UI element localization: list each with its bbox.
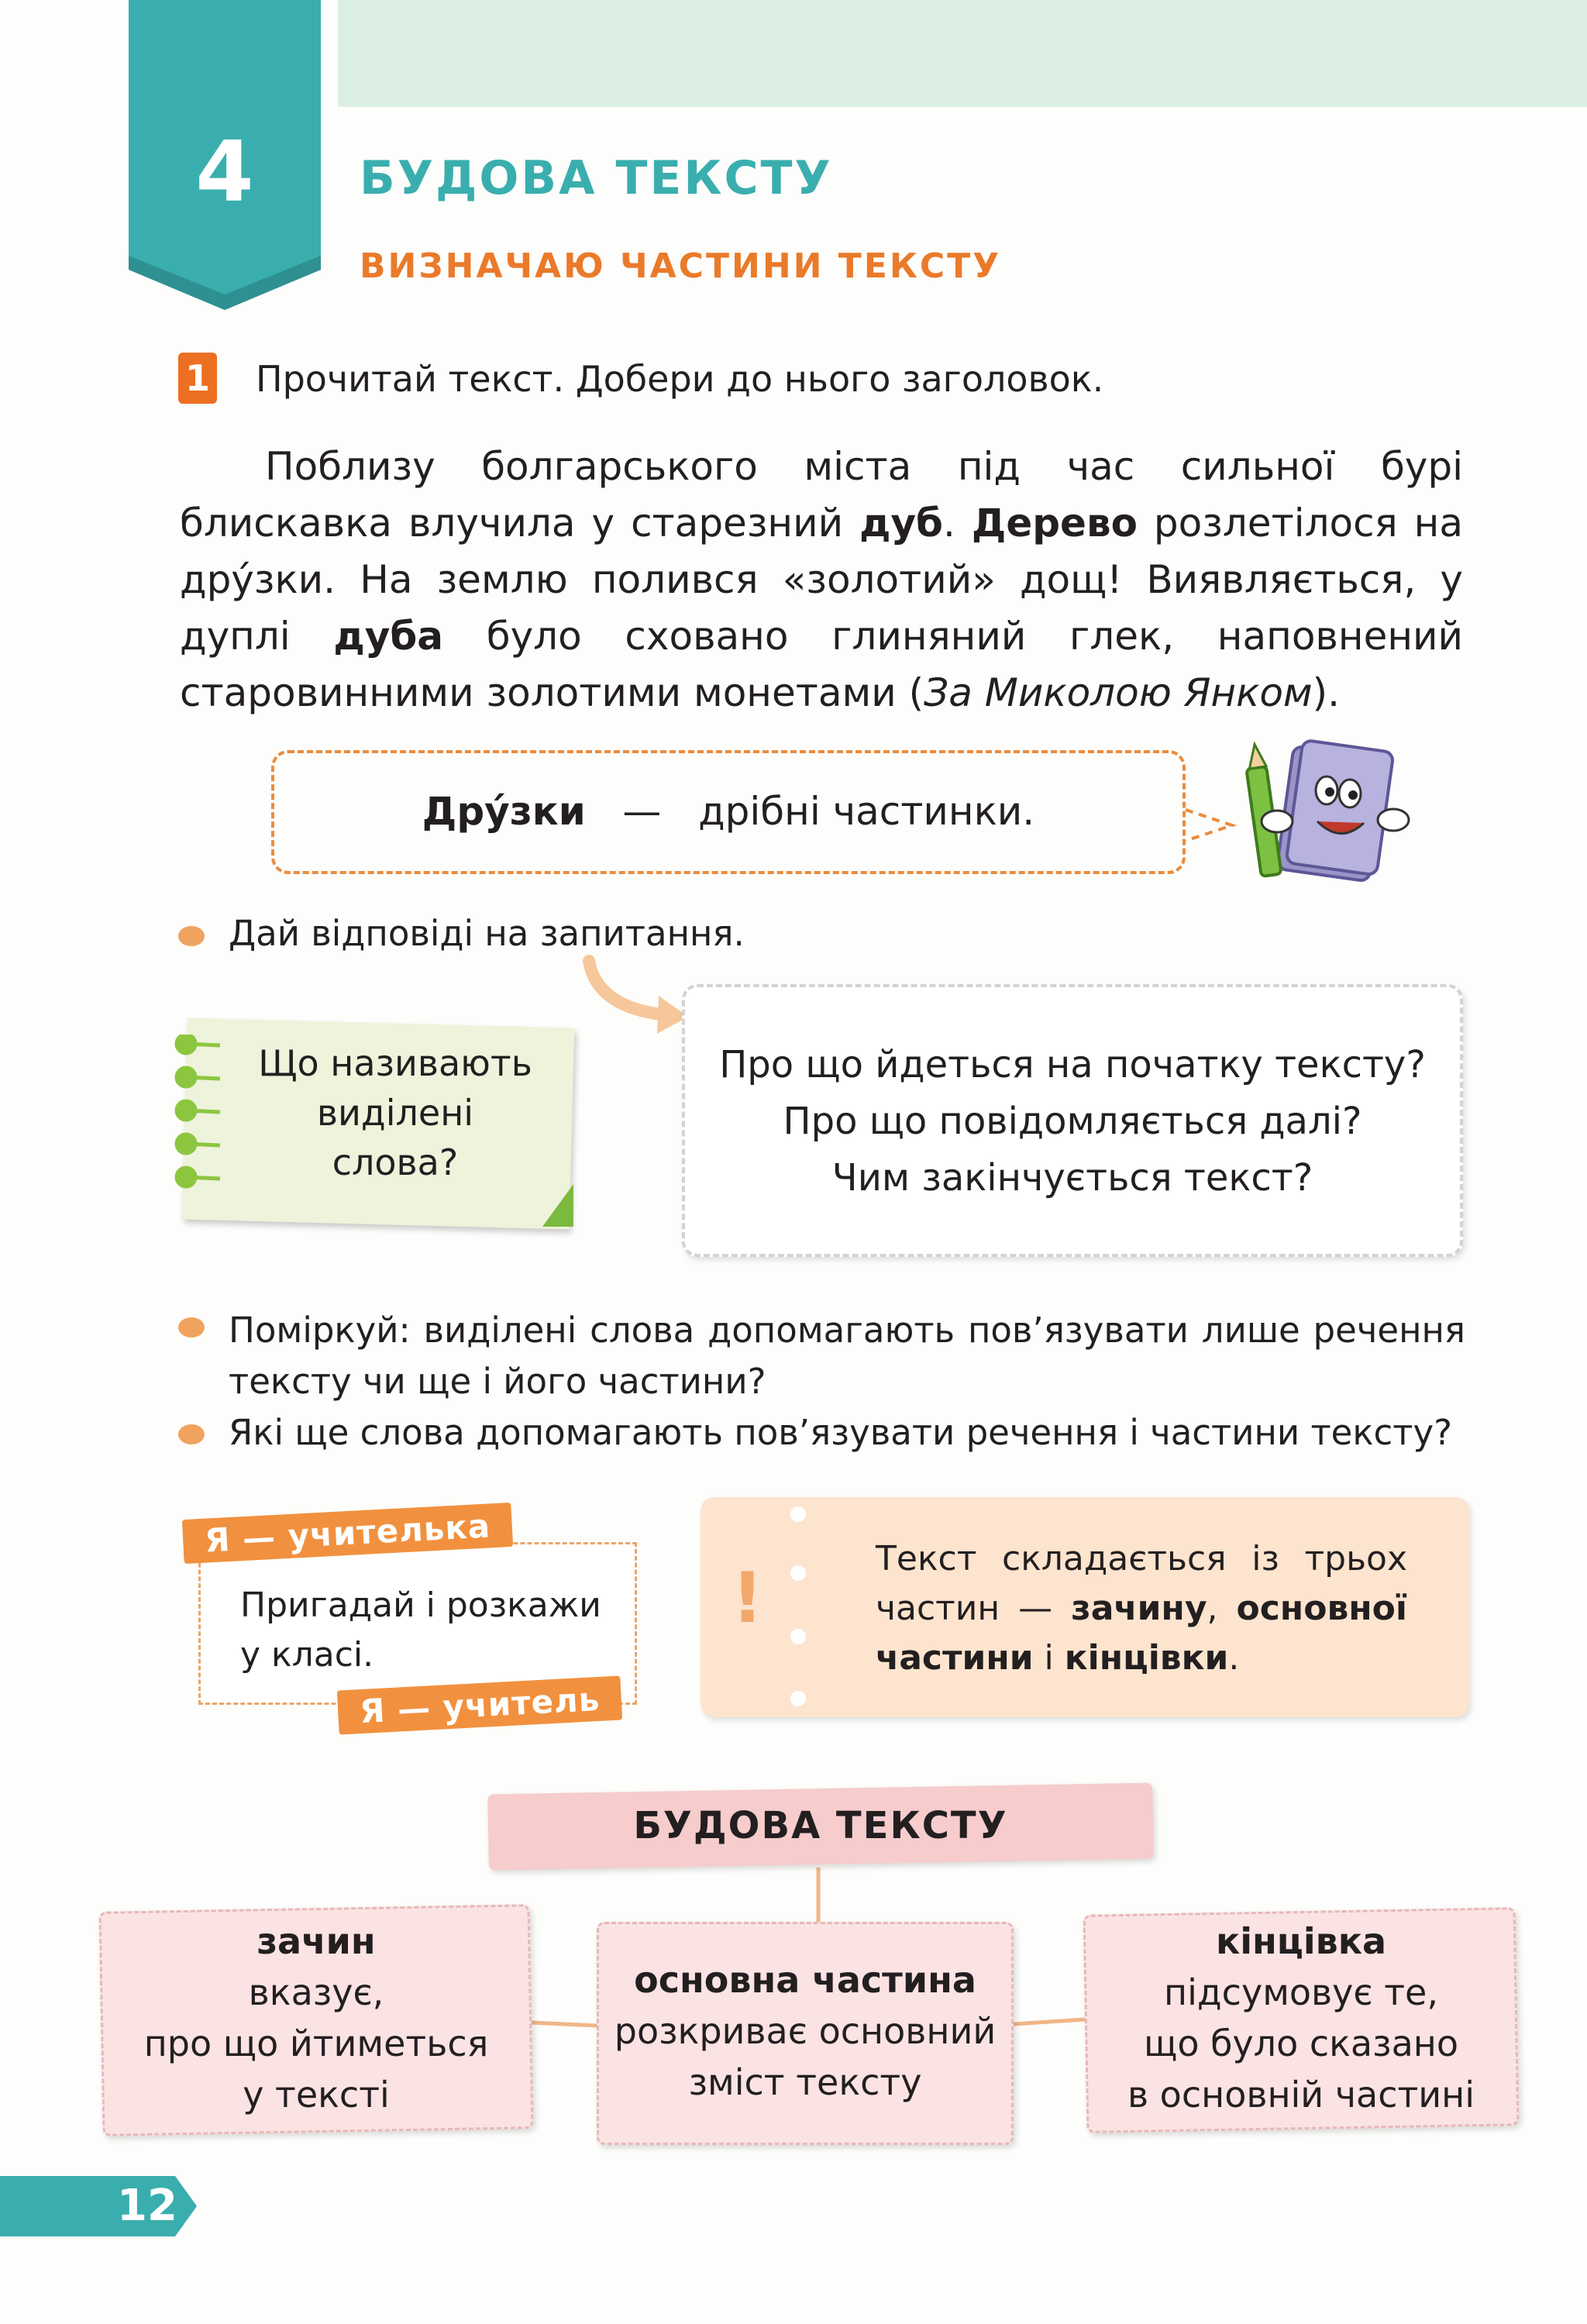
chapter-number: 4: [195, 124, 254, 221]
task-number-badge: 1: [178, 353, 217, 404]
diagram-part-ending: кінцівка підсумовує те, що було сказано в основній частині: [1127, 1920, 1475, 2116]
definition-meaning: дрібні частинки.: [698, 789, 1035, 834]
story-text: Поблизу болгарського міста під час сильної бурі блискавка влучила у старезний дуб. Дерево розлетілося на дру́зки. На землю полився «золотий» дощ! Виявляється, у дуплі дуба було сховано глиняний глек, наповнений старовинними золотими монетами (За Миколою Янком).: [180, 444, 1464, 715]
exclamation-icon: !: [732, 1558, 764, 1639]
highlight-word: Дерево: [971, 501, 1138, 546]
diagram-part-beginning: зачин вказує, про що йтиметься у тексті: [143, 1920, 489, 2116]
note-question: Що називають виділені слова?: [258, 1042, 532, 1183]
bullet-text: Які ще слова допомагають пов’язувати речення і частини тексту?: [229, 1412, 1453, 1453]
highlight-word: дуб: [859, 501, 943, 546]
lesson-title: БУДОВА ТЕКСТУ: [360, 151, 833, 205]
story-source: За Миколою Янком: [924, 670, 1313, 715]
highlight-word: дуба: [333, 614, 444, 659]
page-number: 12: [117, 2181, 177, 2231]
definition-term: Дру́зки: [422, 789, 586, 834]
diagram-title: БУДОВА ТЕКСТУ: [633, 1804, 1008, 1847]
bullet-text: Поміркуй: виділені слова допомагають пов’язувати лише речення тексту чи ще і його частини?: [229, 1310, 1465, 1402]
role-ribbon-teacher-male: Я — учитель: [337, 1675, 623, 1734]
bullet-text: Дай відповіді на запитання.: [229, 913, 745, 954]
role-ribbon-teacher-female: Я — учителька: [182, 1503, 514, 1564]
definition-text: Дру́зки — дрібні частинки.: [422, 789, 1035, 834]
lesson-subtitle: ВИЗНАЧАЮ ЧАСТИНИ ТЕКСТУ: [360, 246, 1002, 286]
diagram-part-main: основна частина розкриває основний зміст тексту: [614, 1959, 997, 2103]
role-task-text: Пригадай і розкажи у класі.: [240, 1585, 601, 1675]
task-instruction: Прочитай текст. Добери до нього заголовок.: [256, 358, 1104, 400]
rule-text: Текст складається із трьох частин — зачину, основної частини і кінцівки.: [876, 1539, 1407, 1678]
questions-list: Про що йдеться на початку тексту? Про що повідомляється далі? Чим закінчується текст?: [719, 1043, 1426, 1200]
